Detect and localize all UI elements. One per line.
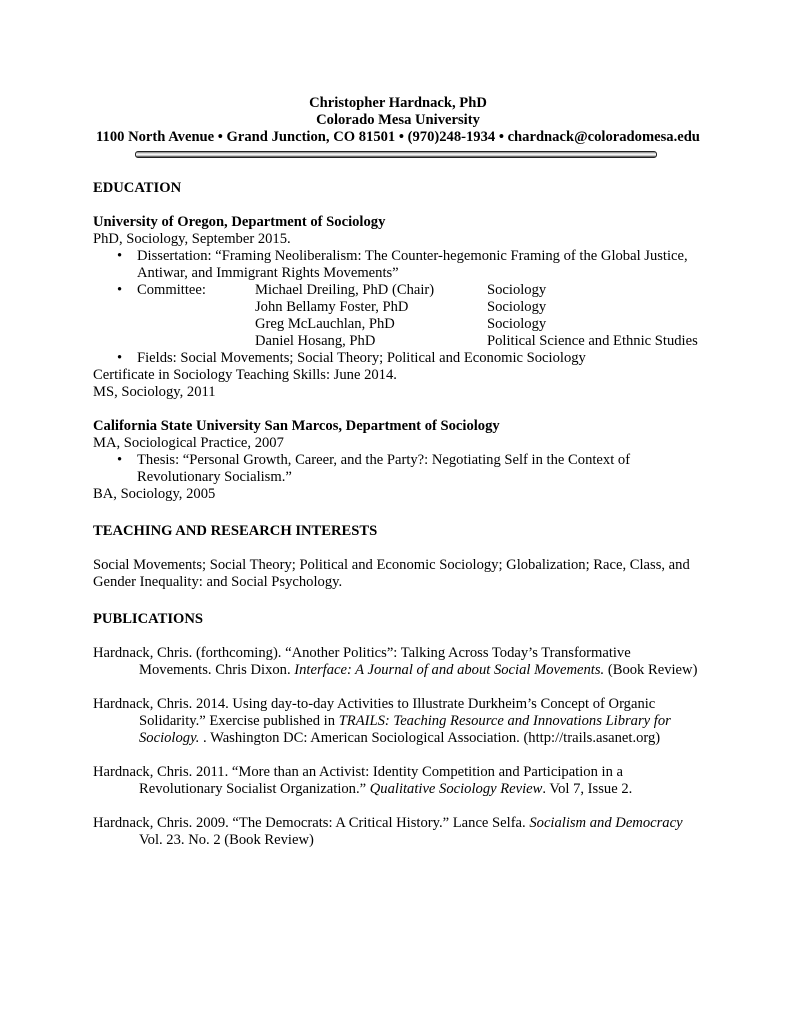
education-oregon (93, 214, 703, 401)
ba-degree: BA, Sociology, 2005 (93, 486, 216, 502)
interests-text: Social Movements; Social Theory; Political and Economic Sociology; Globalization; Race, Class, and Gender Inequality: and Social Psychology. (93, 557, 690, 590)
committee-member: Daniel Hosang, PhD (255, 333, 376, 349)
contact-line: 1100 North Avenue • Grand Junction, CO 81501 • (970)248-1934 • chardnack@coloradomesa.edu (96, 129, 700, 145)
cv-header (93, 95, 703, 146)
committee-dept: Sociology (487, 282, 547, 298)
ms-degree: MS, Sociology, 2011 (93, 384, 216, 400)
committee-member: John Bellamy Foster, PhD (255, 299, 409, 315)
publications-heading: PUBLICATIONS (93, 611, 204, 627)
oregon-details (93, 248, 703, 367)
oregon-institution: University of Oregon, Department of Sociology (93, 214, 386, 230)
dissertation-item: • Dissertation: “Framing Neoliberalism: The Counter-hegemonic Framing of the Global Justice, Antiwar, and Immigrant Rights Movements” (137, 248, 703, 282)
csusm-institution: California State University San Marcos, Department of Sociology (93, 418, 500, 434)
committee-dept: Sociology (487, 299, 547, 315)
thesis-item: • Thesis: “Personal Growth, Career, and the Party?: Negotiating Self in the Context of Revolutionary Socialism.” (137, 452, 703, 486)
cv-page (93, 95, 703, 849)
oregon-degree: PhD, Sociology, September 2015. (93, 231, 291, 247)
interests-heading: TEACHING AND RESEARCH INTERESTS (93, 523, 378, 539)
publication-entry: Hardnack, Chris. (forthcoming). “Another Politics”: Talking Across Today’s Transformative Movements. Chris Dixon. Interface: A Journal of and about Social Movements. (Book Review) (93, 645, 698, 678)
committee-item (137, 282, 703, 350)
header-divider (135, 151, 657, 158)
education-csusm (93, 418, 703, 503)
publication-entry: Hardnack, Chris. 2014. Using day-to-day Activities to Illustrate Durkheim’s Concept of Organic Solidarity.” Exercise published in TRAILS: Teaching Resource and Innovations Library for Sociology. . Washington DC: American Sociological Association. (http://trails.asanet.org) (93, 696, 671, 746)
committee-dept: Political Science and Ethnic Studies (487, 333, 698, 349)
education-heading: EDUCATION (93, 180, 182, 196)
publication-entry: Hardnack, Chris. 2009. “The Democrats: A Critical History.” Lance Selfa. Socialism and Democracy Vol. 23. No. 2 (Book Review) (93, 815, 683, 848)
author-institution: Colorado Mesa University (316, 112, 480, 128)
committee-member: Greg McLauchlan, PhD (255, 316, 395, 332)
csusm-degree: MA, Sociological Practice, 2007 (93, 435, 284, 451)
publications-list (93, 645, 703, 849)
committee-member: Michael Dreiling, PhD (Chair) (255, 282, 435, 298)
committee-table (137, 282, 703, 350)
csusm-details (93, 452, 703, 486)
fields-item: • Fields: Social Movements; Social Theory; Political and Economic Sociology (137, 350, 703, 367)
committee-dept: Sociology (487, 316, 547, 332)
committee-label: • Committee: (137, 282, 206, 298)
author-name: Christopher Hardnack, PhD (309, 95, 487, 111)
certificate-line: Certificate in Sociology Teaching Skills: June 2014. (93, 367, 397, 383)
publication-entry: Hardnack, Chris. 2011. “More than an Activist: Identity Competition and Participation in a Revolutionary Socialist Organization.” Qualitative Sociology Review. Vol 7, Issue 2. (93, 764, 633, 797)
